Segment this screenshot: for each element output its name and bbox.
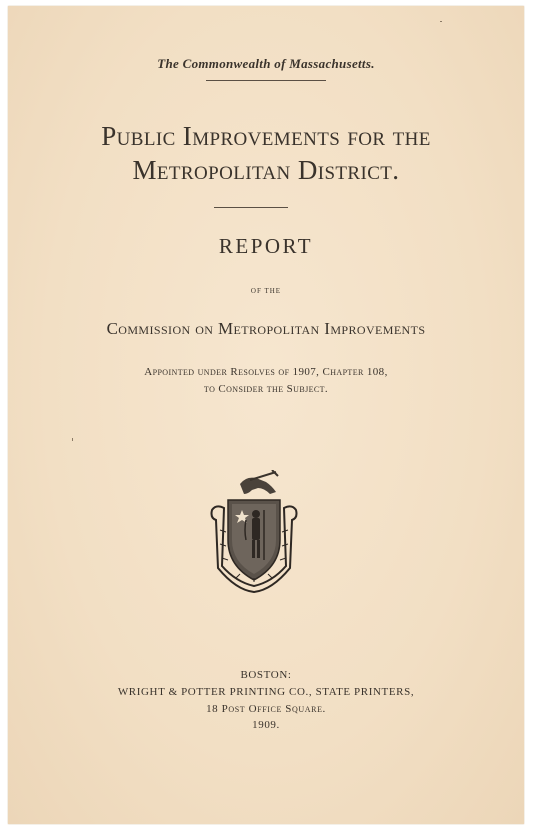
imprint-city: BOSTON: xyxy=(240,669,292,681)
commonwealth-header: The Commonwealth of Massachusetts. xyxy=(157,56,375,71)
appointed-line-1: Appointed under Resolves of 1907, Chapter 108, xyxy=(144,366,388,378)
header-rule xyxy=(206,80,326,81)
title-rule xyxy=(214,207,288,208)
document-page xyxy=(8,6,524,824)
report-heading: REPORT xyxy=(218,234,314,258)
paper-speck xyxy=(72,438,73,441)
of-the-label: OF THE xyxy=(250,287,282,295)
paper-speck xyxy=(440,21,442,22)
appointed-line-2: to Consider the Subject. xyxy=(203,383,329,395)
imprint-address: 18 Post Office Square. xyxy=(206,703,326,715)
title-line-1: Public Improvements for the xyxy=(101,121,431,151)
commission-name: Commission on Metropolitan Improvements xyxy=(106,319,426,338)
title-line-2: Metropolitan District. xyxy=(132,155,400,185)
imprint-printer: WRIGHT & POTTER PRINTING CO., STATE PRINTERS, xyxy=(117,686,415,698)
massachusetts-seal-icon xyxy=(206,470,302,594)
imprint-year: 1909. xyxy=(252,719,280,731)
